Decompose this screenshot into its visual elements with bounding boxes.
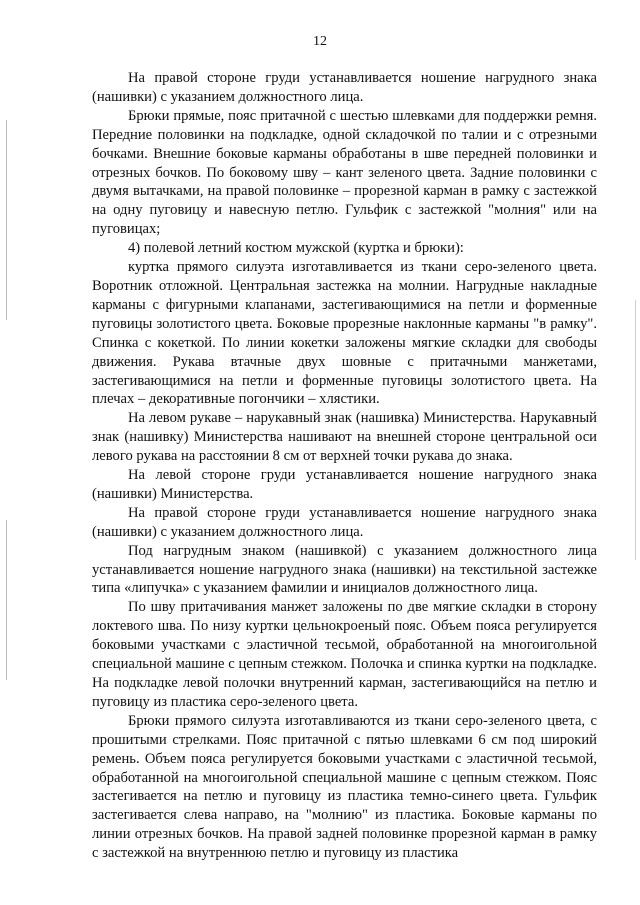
paragraph: Брюки прямого силуэта изготавливаются из ткани серо-зеленого цвета, с прошитыми стрелками. Пояс притачной с пятью шлевками 6 см под широкий ремень. Объем пояса регулируется боковыми участками с эластичной тесьмой, обработанной на многоигольной специальной машине с цепным стежком. Пояс застегивается на петлю и пуговицу из пластика темно-синего цвета. Гульфик застегивается слева направо, на "молнию" из пластика. Боковые карманы по линии отрезных бочков. На правой задней половинке прорезной карман в рамку с застежкой на внутреннюю петлю и пуговицу из пластика: [92, 712, 597, 862]
paragraph: По шву притачивания манжет заложены по две мягкие складки в сторону локтевого шва. По низу куртки цельнокроеный пояс. Объем пояса регулируется боковыми участками с эластичной тесьмой, обработанной на многоигольной специальной машине с цепным стежком. Полочка и спинка куртки на подкладке. На подкладке левой полочки внутренний карман, застегивающийся на петлю и пуговицу из пластика серо-зеленого цвета.: [92, 599, 597, 710]
scan-edge-mark: [6, 120, 7, 320]
scan-edge-mark: [6, 520, 7, 680]
paragraph: На правой стороне груди устанавливается ношение нагрудного знака (нашивки) с указанием должностного лица.: [92, 504, 597, 540]
document-body: [92, 69, 597, 863]
paragraph: Под нагрудным знаком (нашивкой) с указанием должностного лица устанавливается ношение нагрудного знака (нашивки) на текстильной застежке типа «липучка» с указанием фамилии и инициалов должностного лица.: [92, 542, 597, 597]
paragraph: На правой стороне груди устанавливается ношение нагрудного знака (нашивки) с указанием должностного лица.: [92, 70, 597, 105]
paragraph: На левом рукаве – нарукавный знак (нашивка) Министерства. Нарукавный знак (нашивку) Министерства нашивают на внешней стороне центральной оси левого рукава на расстоянии 8 см от верхней точки рукава до знака.: [92, 410, 597, 465]
paragraph: 4) полевой летний костюм мужской (куртка и брюки):: [128, 240, 464, 257]
scan-edge-mark: [635, 300, 636, 560]
page-number: 12: [313, 34, 327, 49]
paragraph: Брюки прямые, пояс притачной с шестью шлевками для поддержки ремня. Передние половинки на подкладке, одной складочкой по талии и с отрезными бочками. Внешние боковые карманы обработаны в шве передней половинки и отрезных бочков. По боковому шву – кант зеленого цвета. Задние половинки с двумя вытачками, на правой половинке – прорезной карман в рамку с застежкой на одну пуговицу и навесную петлю. Гульфик с застежкой "молния" или на пуговицах;: [92, 107, 597, 238]
paragraph: куртка прямого силуэта изготавливается из ткани серо-зеленого цвета. Воротник отложной. Центральная застежка на молнии. Нагрудные накладные карманы с фигурными клапанами, застегивающимися на петли и форменные пуговицы золотистого цвета. Боковые прорезные наклонные карманы "в рамку". Спинка с кокеткой. По линии кокетки заложены мягкие складки для свободы движения. Рукава втачные двух шовные с притачными манжетами, застегивающимися на петли и форменные пуговицы золотистого цвета. На плечах – декоративные погончики – хлястики.: [92, 259, 597, 408]
paragraph: На левой стороне груди устанавливается ношение нагрудного знака (нашивки) Министерства.: [92, 467, 597, 502]
